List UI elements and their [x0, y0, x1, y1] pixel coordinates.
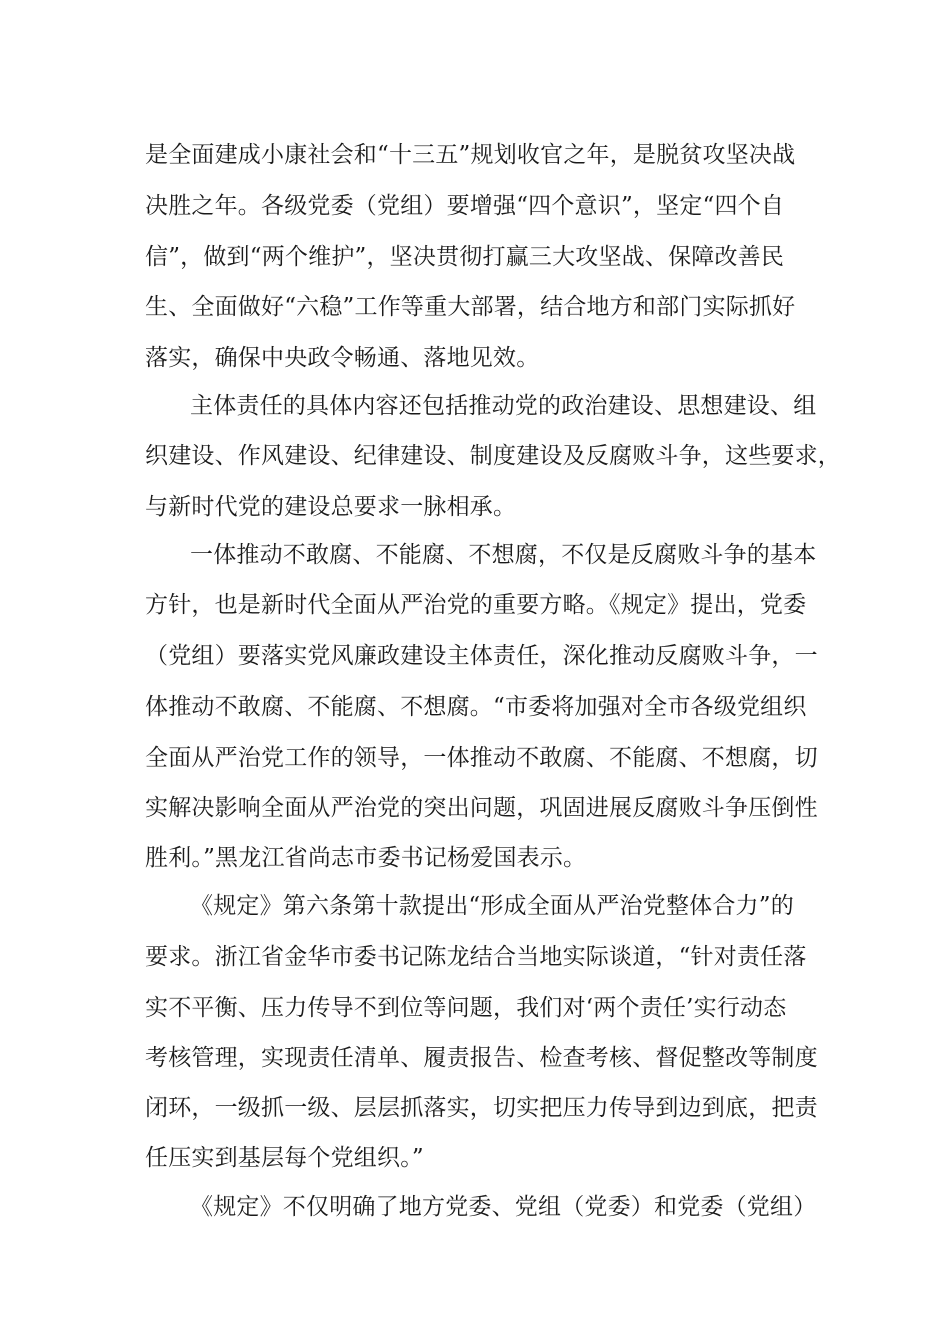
text-line: 考核管理，实现责任清单、履责报告、检查考核、督促整改等制度: [145, 1045, 818, 1071]
text-line: 信”，做到“两个维护”，坚决贯彻打赢三大攻坚战、保障改善民: [145, 244, 785, 270]
text-line: 方针，也是新时代全面从严治党的重要方略。《规定》提出，党委: [145, 592, 807, 618]
text-line: 胜利。”黑龙江省尚志市委书记杨爱国表示。: [145, 845, 587, 871]
text-line: 实不平衡、压力传导不到位等问题，我们对‘两个责任’实行动态: [145, 995, 787, 1021]
text-line: 全面从严治党工作的领导，一体推动不敢腐、不能腐、不想腐，切: [145, 745, 818, 771]
text-line: 实解决影响全面从严治党的突出问题，巩固进展反腐败斗争压倒性: [145, 795, 818, 821]
text-line: 要求。浙江省金华市委书记陈龙结合当地实际谈道，“针对责任落: [145, 944, 807, 970]
text-line: 任压实到基层每个党组织。”: [145, 1145, 424, 1171]
text-line: 与新时代党的建设总要求一脉相承。: [145, 494, 517, 520]
text-line: 是全面建成小康社会和“十三五”规划收官之年，是脱贫攻坚决战: [145, 142, 796, 168]
text-line: 闭环，一级抓一级、层层抓落实，切实把压力传导到边到底，把责: [145, 1095, 818, 1121]
text-line: 落实，确保中央政令畅通、落地见效。: [145, 345, 540, 371]
text-line: 体推动不敢腐、不能腐、不想腐。“市委将加强对全市各级党组织: [145, 694, 807, 720]
text-line: 生、全面做好“六稳”工作等重大部署，结合地方和部门实际抓好: [145, 294, 796, 320]
paragraph-first-line: 一体推动不敢腐、不能腐、不想腐，不仅是反腐败斗争的基本: [190, 542, 817, 568]
paragraph-first-line: 主体责任的具体内容还包括推动党的政治建设、思想建设、组: [190, 393, 817, 419]
paragraph-first-line: 《规定》不仅明确了地方党委、党组（党委）和党委（党组）: [190, 1194, 817, 1220]
text-line: 织建设、作风建设、纪律建设、制度建设及反腐败斗争，这些要求，: [145, 443, 841, 469]
paragraph-first-line: 《规定》第六条第十款提出“形成全面从严治党整体合力”的: [190, 893, 794, 919]
text-line: 决胜之年。各级党委（党组）要增强“四个意识”，坚定“四个自: [145, 193, 785, 219]
text-line: （党组）要落实党风廉政建设主体责任，深化推动反腐败斗争，一: [145, 643, 818, 669]
